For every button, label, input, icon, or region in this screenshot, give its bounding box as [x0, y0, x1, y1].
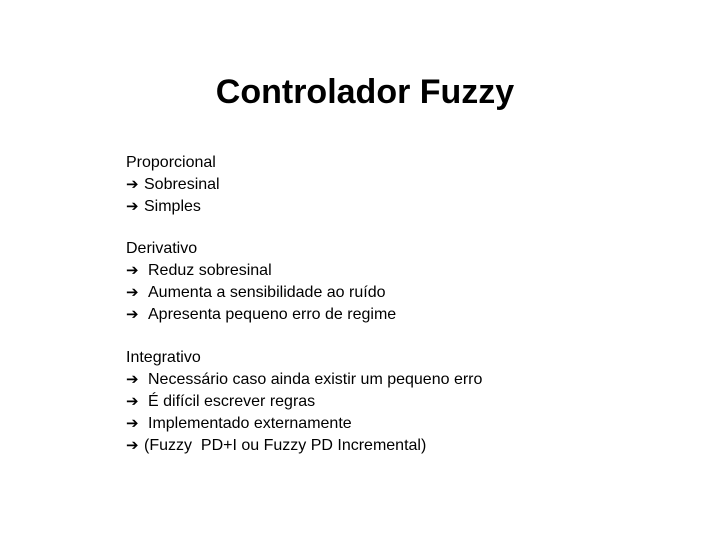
- list-item: [126, 282, 396, 304]
- arrow-right-icon: ➔: [126, 198, 139, 215]
- section-proporcional: [126, 152, 220, 218]
- arrow-right-icon: ➔: [126, 284, 139, 301]
- list-item: [126, 196, 220, 218]
- list-item-text: É difícil escrever regras: [148, 393, 316, 410]
- section-heading: Proporcional: [126, 154, 216, 171]
- arrow-right-icon: ➔: [126, 306, 139, 323]
- arrow-right-icon: ➔: [126, 415, 139, 432]
- list-item-text: Apresenta pequeno erro de regime: [148, 306, 397, 323]
- section-integrativo: [126, 347, 482, 457]
- list-item-text: Simples: [144, 198, 201, 215]
- list-item: [126, 304, 396, 326]
- list-item: [126, 260, 396, 282]
- arrow-right-icon: ➔: [126, 393, 139, 410]
- list-item-text: Reduz sobresinal: [148, 262, 272, 279]
- section-heading: Integrativo: [126, 349, 201, 366]
- list-item-text: Aumenta a sensibilidade ao ruído: [148, 284, 386, 301]
- list-item-text: (Fuzzy PD+I ou Fuzzy PD Incremental): [144, 437, 427, 454]
- list-item-text: Sobresinal: [144, 176, 220, 193]
- section-derivativo: [126, 238, 396, 326]
- list-item: [126, 369, 482, 391]
- list-item: [126, 413, 482, 435]
- arrow-right-icon: ➔: [126, 371, 139, 388]
- arrow-right-icon: ➔: [126, 437, 139, 454]
- list-item-text: Implementado externamente: [148, 415, 352, 432]
- arrow-right-icon: ➔: [126, 176, 139, 193]
- arrow-right-icon: ➔: [126, 262, 139, 279]
- list-item-text: Necessário caso ainda existir um pequeno erro: [148, 371, 483, 388]
- section-heading: Derivativo: [126, 240, 198, 257]
- slide-title: Controlador Fuzzy: [215, 73, 515, 111]
- list-item: [126, 435, 482, 457]
- list-item: [126, 391, 482, 413]
- list-item: [126, 174, 220, 196]
